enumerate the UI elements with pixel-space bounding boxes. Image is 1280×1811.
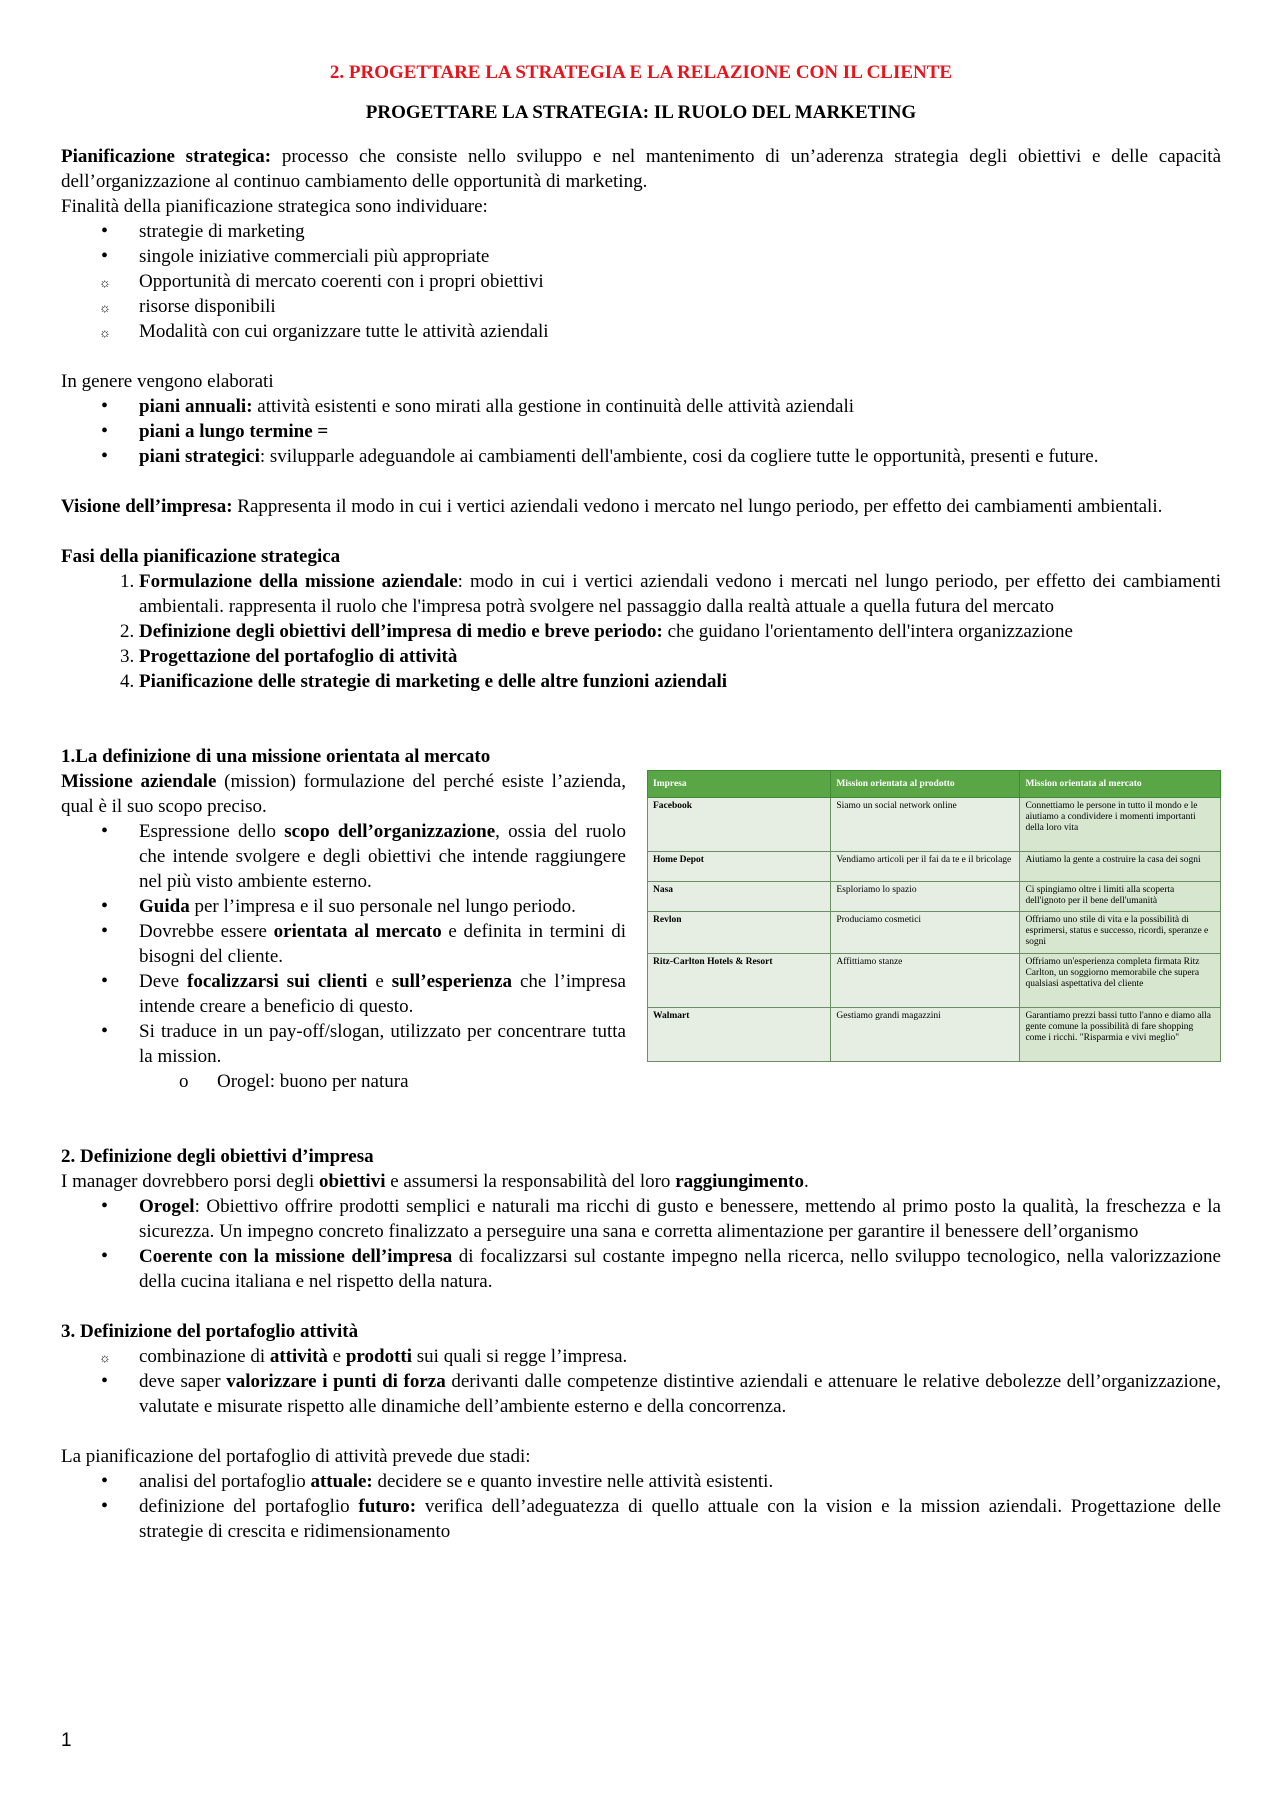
obiettivi-intro <box>61 1169 1221 1194</box>
portafoglio-list <box>61 1344 1221 1419</box>
text: sui quali si regge l’impresa. <box>412 1346 628 1367</box>
table-cell: Garantiamo prezzi bassi tutto l'anno e diamo alla gente comune la possibilità di fare shopping come i ricchi. "Risparmia e vivi meglio" <box>1020 1008 1221 1062</box>
text: : Obiettivo offrire prodotti semplici e naturali ma ricchi di gusto e benessere, mettendo al primo posto la qualità, la freschezza e la sicurezza. Un impegno concreto finalizzato a perseguire una sana e corretta alimentazione per garantire il benessere dell’organismo <box>139 1196 1221 1242</box>
list-item: • singole iniziative commerciali più appropriate <box>139 244 1221 269</box>
bold: valorizzare i punti di forza <box>226 1371 446 1392</box>
bold: Guida <box>139 896 190 917</box>
table-cell: Offriamo un'esperienza completa firmata Ritz Carlton, un soggiorno memorabile che supera qualsiasi aspettativa del cliente <box>1020 954 1221 1008</box>
list-item <box>139 1344 1221 1369</box>
item-bold: piani strategici <box>139 446 260 467</box>
text: Espressione dello <box>139 821 285 842</box>
missione-section <box>61 744 1221 1094</box>
fasi-heading <box>61 544 1221 569</box>
pianificazione-text: processo che consiste nello sviluppo e nel mantenimento di un’aderenza strategia degli obiettivi e delle capacità dell’organizzazione al continuo cambiamento delle opportunità di marketing. <box>61 146 1221 192</box>
piani-intro: In genere vengono elaborati <box>61 371 274 392</box>
table-cell: Produciamo cosmetici <box>831 912 1020 954</box>
table-row <box>648 852 1221 882</box>
list-item <box>139 1244 1221 1294</box>
text: per l’impresa e il suo personale nel lungo periodo. <box>189 896 576 917</box>
list-item <box>139 969 626 1019</box>
mission-table-container <box>647 770 1221 1062</box>
table-cell: Facebook <box>648 798 831 852</box>
text: verifica dell’adeguatezza di quello attuale con la vision e la mission aziendali. Progettazione delle strategie di crescita e ridimensionamento <box>139 1496 1221 1542</box>
table-cell: Revlon <box>648 912 831 954</box>
list-item: ☼ Modalità con cui organizzare tutte le attività aziendali <box>139 319 1221 344</box>
table-cell: Gestiamo grandi magazzini <box>831 1008 1020 1062</box>
list-item: ☼ Opportunità di mercato coerenti con i propri obiettivi <box>139 269 1221 294</box>
item-bold: piani annuali: <box>139 396 253 417</box>
obiettivi-heading <box>61 1144 1221 1169</box>
text: e assumersi la responsabilità del loro <box>385 1171 676 1192</box>
bold: focalizzarsi sui clienti <box>187 971 368 992</box>
bold: attività <box>269 1346 328 1367</box>
list-item <box>139 1019 626 1094</box>
list-item <box>139 569 1221 619</box>
table-cell: Offriamo uno stile di vita e la possibilità di esprimersi, status e successo, ricordi, speranze e sogni <box>1020 912 1221 954</box>
table-cell: Ci spingiamo oltre i limiti alla scoperta dell'ignoto per il bene dell'umanità <box>1020 882 1221 912</box>
text: deve saper <box>139 1371 227 1392</box>
missione-text-column <box>61 744 626 1094</box>
text: I manager dovrebbero porsi degli <box>61 1171 319 1192</box>
pianificazione-definition <box>61 144 1221 194</box>
bold: scopo dell’organizzazione <box>284 821 496 842</box>
text: Deve <box>139 971 187 992</box>
list-item <box>139 894 626 919</box>
heading-text: 1.La definizione di una missione orientata al mercato <box>61 746 491 767</box>
text: Si traduce in un pay-off/slogan, utilizzato per concentrare tutta la mission. <box>139 1021 626 1067</box>
missione-definition <box>61 769 626 819</box>
table-cell: Esploriamo lo spazio <box>831 882 1020 912</box>
fasi-list <box>61 569 1221 694</box>
item-text: : svilupparle adeguandole ai cambiamenti dell'ambiente, cosi da cogliere tutte le opportunità, presenti e future. <box>259 446 1099 467</box>
missione-list <box>61 819 626 1094</box>
visione-text: Rappresenta il modo in cui i vertici aziendali vedono i mercato nel lungo periodo, per effetto dei cambiamenti ambientali. <box>232 496 1163 517</box>
item-bold: piani a lungo termine = <box>139 421 329 442</box>
text: combinazione di <box>139 1346 270 1367</box>
table-row <box>648 912 1221 954</box>
missione-term: Missione aziendale <box>61 771 217 792</box>
item-bold: Progettazione del portafoglio di attività <box>139 646 458 667</box>
heading-text: 2. Definizione degli obiettivi d’impresa <box>61 1146 374 1167</box>
table-cell: Connettiamo le persone in tutto il mondo e le aiutiamo a condividere i momenti importanti della loro vita <box>1020 798 1221 852</box>
list-item <box>139 669 1221 694</box>
list-item <box>139 619 1221 644</box>
text: e <box>367 971 392 992</box>
item-bold: Pianificazione delle strategie di marketing e delle altre funzioni aziendali <box>139 671 728 692</box>
missione-heading <box>61 744 626 769</box>
text: derivanti dalle competenze distintive aziendali e attenuare le relative debolezze dell’organizzazione, valutate e misurate rispetto alle dinamiche dell’ambiente esterno e della concorrenza. <box>139 1371 1221 1417</box>
item-text: che guidano l'orientamento dell'intera organizzazione <box>662 621 1073 642</box>
bold: futuro: <box>358 1496 417 1517</box>
heading-text: 3. Definizione del portafoglio attività <box>61 1321 359 1342</box>
text: che l’impresa intende creare a beneficio di questo. <box>139 971 626 1017</box>
finalita-intro: Finalità della pianificazione strategica sono individuare: <box>61 196 488 217</box>
list-item <box>139 1194 1221 1244</box>
list-item: • strategie di marketing <box>139 219 1221 244</box>
list-item <box>139 1369 1221 1419</box>
mission-table <box>647 770 1221 1062</box>
table-cell: Home Depot <box>648 852 831 882</box>
table-cell: Siamo un social network online <box>831 798 1020 852</box>
text: analisi del portafoglio <box>139 1471 311 1492</box>
text: . <box>803 1171 809 1192</box>
list-item: ☼ risorse disponibili <box>139 294 1221 319</box>
visione-paragraph <box>61 494 1221 519</box>
item-bold: Formulazione della missione aziendale <box>139 571 458 592</box>
stadi-intro: La pianificazione del portafoglio di attività prevede due stadi: <box>61 1446 531 1467</box>
table-cell: Ritz-Carlton Hotels & Resort <box>648 954 831 1008</box>
table-cell: Nasa <box>648 882 831 912</box>
table-row <box>648 954 1221 1008</box>
bold: sull’esperienza <box>391 971 513 992</box>
list-item <box>139 394 1221 419</box>
portafoglio-heading <box>61 1319 1221 1344</box>
bold: prodotti <box>345 1346 413 1367</box>
sub-list-item: o Orogel: buono per natura <box>217 1069 626 1094</box>
list-item <box>139 1494 1221 1544</box>
bold: attuale: <box>310 1471 373 1492</box>
bold: raggiungimento <box>675 1171 804 1192</box>
stadi-list <box>61 1469 1221 1544</box>
item-text: attività esistenti e sono mirati alla gestione in continuità delle attività aziendali <box>252 396 855 417</box>
table-header: Impresa <box>648 771 831 798</box>
table-cell: Aiutiamo la gente a costruire la casa dei sogni <box>1020 852 1221 882</box>
text: di focalizzarsi sul costante impegno nella ricerca, nello sviluppo tecnologico, nella valorizzazione della cucina italiana e nel rispetto della natura. <box>139 1246 1221 1292</box>
item-bold: Definizione degli obiettivi dell’impresa di medio e breve periodo: <box>139 621 663 642</box>
table-header: Mission orientata al mercato <box>1020 771 1221 798</box>
finalita-list <box>61 219 1221 344</box>
text: , ossia del ruolo che intende svolgere e degli obiettivi che intende raggiungere nel più visto ambiente esterno. <box>139 821 626 892</box>
bold: Coerente con la missione dell’impresa <box>139 1246 453 1267</box>
table-row <box>648 882 1221 912</box>
list-item <box>139 919 626 969</box>
page-content <box>61 60 1221 1544</box>
pianificazione-term: Pianificazione strategica: <box>61 146 272 167</box>
list-item <box>139 419 1221 444</box>
table-header: Mission orientata al prodotto <box>831 771 1020 798</box>
text: e <box>327 1346 346 1367</box>
list-item <box>139 1469 1221 1494</box>
heading-text: Fasi della pianificazione strategica <box>61 546 341 567</box>
sub-list <box>139 1069 626 1094</box>
missione-text: (mission) formulazione del perché esiste l’azienda, qual è il suo scopo preciso. <box>61 771 626 817</box>
text: decidere se e quanto investire nelle attività esistenti. <box>372 1471 774 1492</box>
visione-term: Visione dell’impresa: <box>61 496 233 517</box>
list-item <box>139 444 1221 469</box>
chapter-title: 2. PROGETTARE LA STRATEGIA E LA RELAZIONE CON IL CLIENTE <box>329 62 953 83</box>
list-item <box>139 819 626 894</box>
piani-list <box>61 394 1221 469</box>
table-header-row <box>648 771 1221 798</box>
table-row <box>648 1008 1221 1062</box>
section-title: PROGETTARE LA STRATEGIA: IL RUOLO DEL MARKETING <box>365 102 917 123</box>
table-row <box>648 798 1221 852</box>
table-cell: Affittiamo stanze <box>831 954 1020 1008</box>
bold: orientata al mercato <box>273 921 442 942</box>
text: Dovrebbe essere <box>139 921 274 942</box>
table-cell: Walmart <box>648 1008 831 1062</box>
item-text: : modo in cui i vertici aziendali vedono i mercati nel lungo periodo, per effetto dei cambiamenti ambientali. rappresenta il ruolo che l'impresa potrà svolgere nel passaggio dalla realtà attuale a quella futura del mercato <box>139 571 1221 617</box>
text: e definita in termini di bisogni del cliente. <box>139 921 626 967</box>
obiettivi-list <box>61 1194 1221 1294</box>
table-cell: Vendiamo articoli per il fai da te e il bricolage <box>831 852 1020 882</box>
list-item <box>139 644 1221 669</box>
bold: obiettivi <box>319 1171 386 1192</box>
page-number: 1 <box>61 1730 72 1751</box>
bold: Orogel <box>139 1196 195 1217</box>
text: definizione del portafoglio <box>139 1496 359 1517</box>
